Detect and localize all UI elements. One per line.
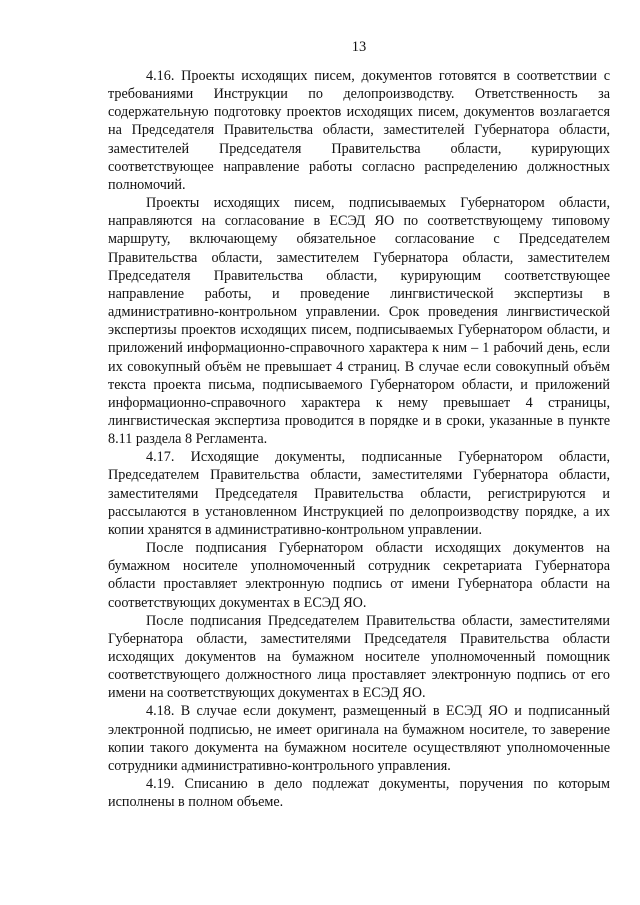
- paragraph-chairman-signature: После подписания Председателем Правительства области, заместителями Губернатора области, заместителями Председателя Правительства области исходящих документов на бумажном носителе уполномоченный помощник соответствующего должностного лица проставляет электронную подпись от его имени на соответствующих документах в ЕСЭД ЯО.: [108, 612, 610, 702]
- paragraph-4-18: 4.18. В случае если документ, размещенный в ЕСЭД ЯО и подписанный электронной подписью, не имеет оригинала на бумажном носителе, то заверение копии такого документа на бумажном носителе осуществляют уполномоченные сотрудники административно-контрольного управления.: [108, 703, 610, 774]
- paragraph-governor-signature: После подписания Губернатором области исходящих документов на бумажном носителе уполномоченный сотрудник секретариата Губернатора области проставляет электронную подпись от имени Губернатора области на соответствующих документах в ЕСЭД ЯО.: [108, 540, 610, 611]
- paragraph-4-19: 4.19. Списанию в дело подлежат документы, поручения по которым исполнены в полном объеме.: [108, 776, 610, 811]
- document-body: [108, 67, 610, 811]
- paragraph-4-17: 4.17. Исходящие документы, подписанные Губернатором области, Председателем Правительства области, заместителями Губернатора области, заместителями Председателя Правительства области, регистрируются и рассылаются в установленном Инструкцией по делопроизводству порядке, а их копии хранятся в административно-контрольном управлении.: [108, 449, 610, 538]
- paragraph-outgoing-letters-approval: Проекты исходящих писем, подписываемых Губернатором области, направляются на согласование в ЕСЭД ЯО по соответствующему типовому маршруту, включающему обязательное согласование с Председателем Правительства области, заместителем Губернатора области, заместителем Председателя Правительства области, курирующим соответствующее направление работы, и проведение лингвистической экспертизы в административно-контрольном управлении. Срок проведения лингвистической экспертизы проектов исходящих писем, подписываемых Губернатором области, и приложений информационно-справочного характера к ним – 1 рабочий день, если их совокупный объём не превышает 4 страниц. В случае если совокупный объём текста проекта письма, подписываемого Губернатором области, и приложений информационно-справочного характера к нему превышает 4 страницы, лингвистическая экспертиза проводится в порядке и в сроки, указанные в пункте 8.11 раздела 8 Регламента.: [108, 195, 610, 448]
- paragraph-4-16: 4.16. Проекты исходящих писем, документов готовятся в соответствии с требованиями Инструкции по делопроизводству. Ответственность за содержательную подготовку проектов исходящих писем, документов возлагается на Председателя Правительства области, заместителей Губернатора области, заместителей Председателя Правительства области, курирующих соответствующее направление работы согласно распределению должностных полномочий.: [108, 68, 610, 193]
- page-number: 13: [351, 39, 367, 55]
